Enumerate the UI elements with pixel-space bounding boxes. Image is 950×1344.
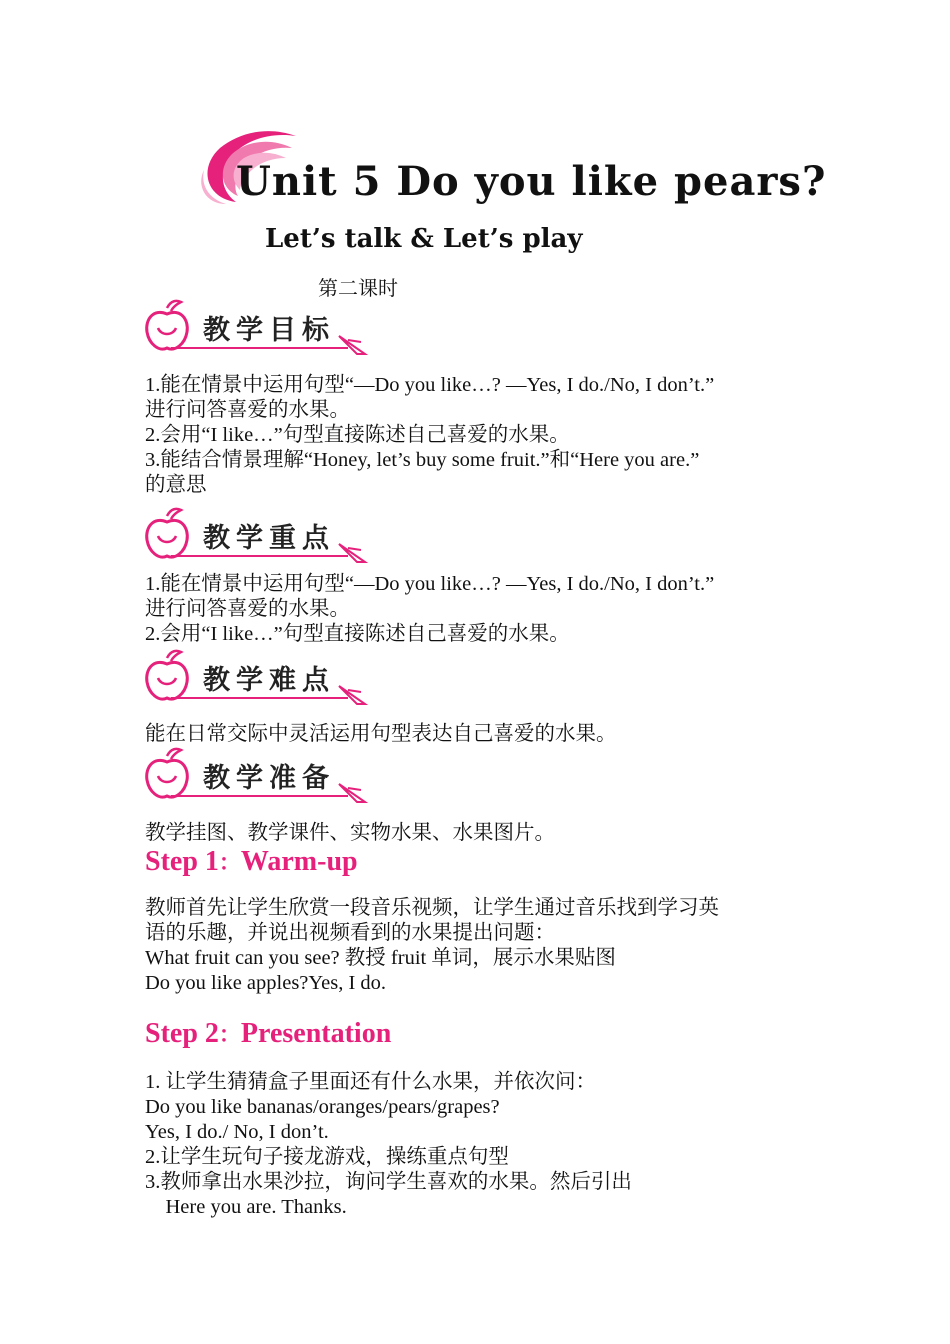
text-line: 的意思 <box>145 474 207 496</box>
step-number: Step 1 <box>145 846 219 877</box>
text-line: 2.让学生玩句子接龙游戏，操练重点句型 <box>145 1146 509 1168</box>
section-header-objectives <box>143 298 373 358</box>
step-number: Step 2 <box>145 1018 219 1049</box>
preparation-text <box>145 821 815 846</box>
objectives-text <box>145 373 815 498</box>
step-name: Presentation <box>240 1018 392 1049</box>
text-line: 语的乐趣，并说出视频看到的水果提出问题： <box>145 922 555 944</box>
text-line: Do you like bananas/oranges/pears/grapes? <box>145 1096 500 1118</box>
text-line: 能在日常交际中灵活运用句型表达自己喜爱的水果。 <box>145 723 617 745</box>
text-line: 3.能结合情景理解“Honey, let’s buy some fruit.”和“Here you are.” <box>145 449 700 471</box>
text-line: Do you like apples?Yes, I do. <box>145 972 387 994</box>
text-line: 2.会用“I like…”句型直接陈述自己喜爱的水果。 <box>145 623 570 645</box>
section-title: 教学目标 <box>203 315 335 346</box>
text-line: 进行问答喜爱的水果。 <box>145 399 350 421</box>
key-points-text <box>145 572 815 647</box>
unit-title: Unit 5 Do you like pears? <box>236 158 827 205</box>
text-line: 教学挂图、教学课件、实物水果、水果图片。 <box>145 822 555 844</box>
text-line: 2.会用“I like…”句型直接陈述自己喜爱的水果。 <box>145 424 570 446</box>
lesson-number: 第二课时 <box>318 278 398 300</box>
section-title: 教学准备 <box>203 763 335 794</box>
text-line: 1.能在情景中运用句型“—Do you like…? —Yes, I do./No, I don’t.” <box>145 374 715 396</box>
text-line: 1.能在情景中运用句型“—Do you like…? —Yes, I do./No, I don’t.” <box>145 573 715 595</box>
step-1-heading <box>145 846 358 878</box>
text-line: 3.教师拿出水果沙拉，询问学生喜欢的水果。然后引出 <box>145 1171 632 1193</box>
section-header-preparation <box>143 746 373 806</box>
section-header-key-points <box>143 506 373 566</box>
section-header-difficulties <box>143 648 373 708</box>
step-1-text <box>145 896 815 996</box>
difficulties-text <box>145 722 815 747</box>
text-line: What fruit can you see? 教授 fruit 单词，展示水果贴图 <box>145 947 616 969</box>
text-line: 1. 让学生猜猜盒子里面还有什么水果，并依次问： <box>145 1071 596 1093</box>
step-2-text <box>145 1070 815 1220</box>
lesson-subtitle: Let’s talk & Let’s play <box>265 224 583 254</box>
text-line: Here you are. Thanks. <box>145 1196 347 1218</box>
step-name: Warm-up <box>240 846 358 877</box>
text-line: 教师首先让学生欣赏一段音乐视频，让学生通过音乐找到学习英 <box>145 897 719 919</box>
step-colon: ： <box>218 1023 241 1048</box>
section-title: 教学难点 <box>203 665 335 696</box>
text-line: Yes, I do./ No, I don’t. <box>145 1121 329 1143</box>
text-line: 进行问答喜爱的水果。 <box>145 598 350 620</box>
step-2-heading <box>145 1018 391 1050</box>
section-title: 教学重点 <box>203 523 335 554</box>
step-colon: ： <box>218 851 241 876</box>
